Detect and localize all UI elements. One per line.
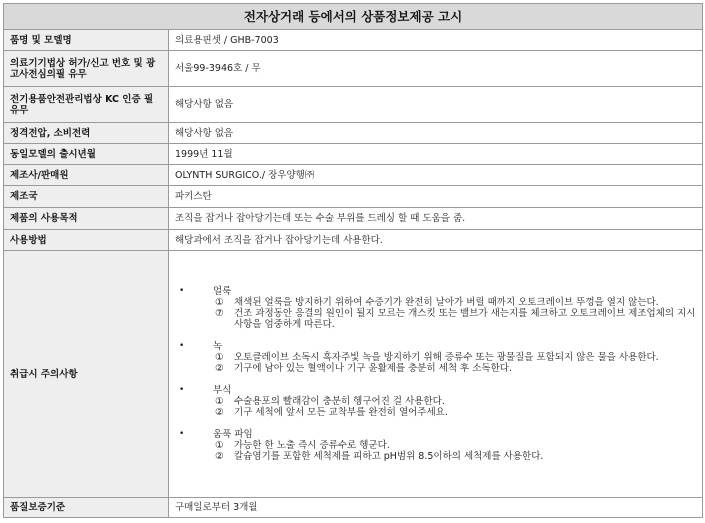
- item-number: ①: [215, 352, 224, 363]
- row-value: OLYNTH SURGICO./ 장우양행㈜: [169, 165, 703, 186]
- section-heading: 부식: [213, 384, 232, 396]
- item-number: ⑦: [215, 308, 224, 319]
- bullet-icon: •: [179, 428, 185, 439]
- list-item: [215, 396, 696, 407]
- list-item: [215, 407, 696, 418]
- row-label: 품명 및 모델명: [4, 30, 169, 51]
- item-text: 수술용포의 빨래감이 충분히 헹구어진 걸 사용한다.: [234, 396, 445, 407]
- care-section: [175, 428, 696, 462]
- row-value: 파키스탄: [169, 186, 703, 208]
- table-row: [4, 208, 703, 230]
- row-label: 품질보증기준: [4, 498, 169, 518]
- item-text: 기구 세척에 앞서 모든 교착부를 완전히 열어주세요.: [234, 407, 448, 418]
- care-section: [175, 285, 696, 330]
- item-number: ①: [215, 297, 224, 308]
- page-title: 전자상거래 등에서의 상품정보제공 고시: [4, 4, 703, 30]
- item-number: ①: [215, 396, 224, 407]
- product-info-notice: [3, 3, 702, 520]
- table-title-row: [4, 4, 703, 30]
- list-item: [215, 308, 696, 330]
- list-item: [215, 451, 696, 462]
- list-item: [215, 297, 696, 308]
- care-instructions: [169, 251, 703, 498]
- bullet-icon: •: [179, 340, 185, 351]
- row-label: 취급시 주의사항: [4, 251, 169, 498]
- row-value: 서울99-3946호 / 무: [169, 51, 703, 87]
- product-info-table: [3, 3, 703, 518]
- list-item: [215, 352, 696, 363]
- table-row: [4, 498, 703, 518]
- row-value: 조직을 잡거나 잡아당기는데 또는 수술 부위를 드레싱 할 때 도움을 줌.: [169, 208, 703, 230]
- table-row: [4, 30, 703, 51]
- row-value: 해당사항 없음: [169, 87, 703, 123]
- table-row: [4, 51, 703, 87]
- bullet-icon: •: [179, 384, 185, 395]
- row-value: 의료용핀셋 / GHB-7003: [169, 30, 703, 51]
- table-row-care: [4, 251, 703, 498]
- item-number: ②: [215, 451, 224, 462]
- section-heading: 녹: [213, 340, 223, 352]
- item-number: ②: [215, 363, 224, 374]
- row-value: 구매일로부터 3개월: [169, 498, 703, 518]
- section-heading: 움푹 파임: [213, 428, 253, 440]
- row-label: 정격전압, 소비전력: [4, 123, 169, 144]
- item-text: 칼슘염기를 포함한 세척제를 피하고 pH범위 8.5이하의 세척제를 사용한다.: [234, 451, 544, 462]
- table-row: [4, 123, 703, 144]
- item-text: 기구에 남아 있는 혈액이나 기구 윤활제를 충분히 세척 후 소독한다.: [234, 363, 512, 374]
- row-value: 1999년 11월: [169, 144, 703, 165]
- table-row: [4, 87, 703, 123]
- row-label: 전기용품안전관리법상 KC 인증 필 유무: [4, 87, 169, 123]
- list-item: [215, 363, 696, 374]
- item-number: ①: [215, 440, 224, 451]
- list-item: [215, 440, 696, 451]
- item-text: 채색된 얼룩을 방지하기 위하여 수증기가 완전히 날아가 버릴 때까지 오토크레이브 뚜껑을 열지 않는다.: [234, 297, 659, 308]
- item-number: ②: [215, 407, 224, 418]
- row-label: 의료기기법상 허가/신고 번호 및 광고사전심의필 유무: [4, 51, 169, 87]
- row-label: 제조사/판매원: [4, 165, 169, 186]
- item-text: 건조 과정동안 응결의 원인이 될지 모르는 개스킷 또는 밸브가 새는지를 체크하고 오토크레이브 제조업체의 지시사항을 엄중하게 따른다.: [234, 308, 696, 330]
- care-section: [175, 384, 696, 418]
- item-text: 오토클레이브 소독시 흑자주빛 녹을 방지하기 위해 증류수 또는 광물질을 포함되지 않은 물을 사용한다.: [234, 352, 659, 363]
- row-label: 동일모델의 출시년월: [4, 144, 169, 165]
- row-label: 제품의 사용목적: [4, 208, 169, 230]
- table-row: [4, 165, 703, 186]
- section-heading: 얼룩: [213, 285, 232, 297]
- row-value: 해당과에서 조직을 잡거나 잡아당기는데 사용한다.: [169, 230, 703, 251]
- table-row: [4, 230, 703, 251]
- care-section: [175, 340, 696, 374]
- row-label: 제조국: [4, 186, 169, 208]
- item-text: 가능한 한 노출 즉시 증류수로 헹군다.: [234, 440, 390, 451]
- table-row: [4, 186, 703, 208]
- table-row: [4, 144, 703, 165]
- row-label: 사용방법: [4, 230, 169, 251]
- bullet-icon: •: [179, 285, 185, 296]
- row-value: 해당사항 없음: [169, 123, 703, 144]
